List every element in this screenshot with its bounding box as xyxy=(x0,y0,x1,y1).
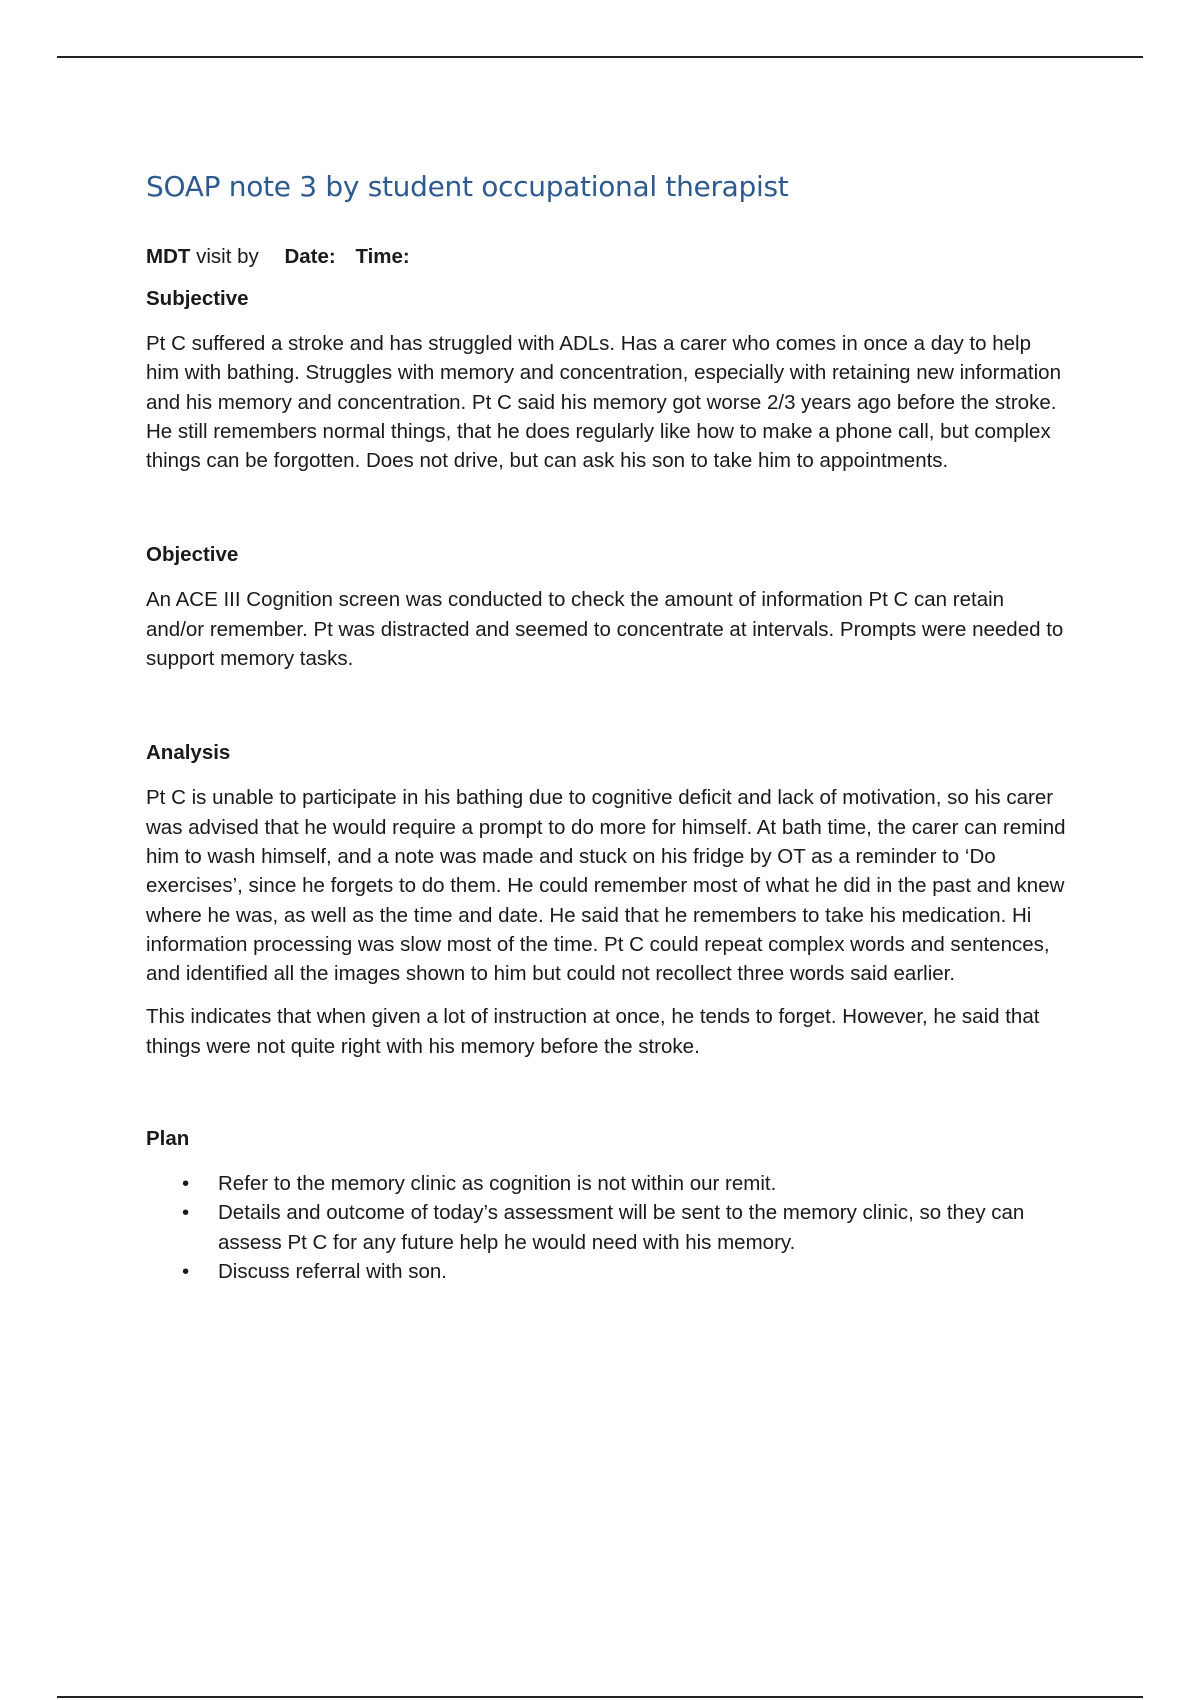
bullet-icon: • xyxy=(182,1201,190,1225)
bottom-rule xyxy=(57,1696,1143,1698)
plan-item xyxy=(146,1198,1066,1257)
mdt-label: MDT xyxy=(146,245,191,268)
subjective-section xyxy=(146,287,1066,475)
top-rule xyxy=(57,56,1143,58)
date-label: Date: xyxy=(284,245,336,268)
subjective-heading: Subjective xyxy=(146,287,249,310)
document-page xyxy=(146,170,1066,1286)
plan-item-text: Discuss referral with son. xyxy=(218,1259,447,1283)
plan-item xyxy=(146,1257,1066,1286)
document-title: SOAP note 3 by student occupational therapist xyxy=(146,170,789,203)
analysis-section xyxy=(146,741,1066,1061)
objective-section xyxy=(146,543,1066,673)
plan-heading: Plan xyxy=(146,1127,190,1151)
objective-heading: Objective xyxy=(146,543,239,567)
analysis-heading: Analysis xyxy=(146,741,231,765)
analysis-paragraph-2: This indicates that when given a lot of instruction at once, he tends to forget. However, he said that things were not quite right with his memory before the stroke. xyxy=(146,1005,1040,1058)
objective-text: An ACE III Cognition screen was conducted to check the amount of information Pt C can retain and/or remember. Pt was distracted and seemed to concentrate at intervals. Prompts were needed to support memory tasks. xyxy=(146,588,1064,671)
plan-item xyxy=(146,1169,1066,1198)
bullet-icon: • xyxy=(182,1172,190,1196)
subjective-text: Pt C suffered a stroke and has struggled with ADLs. Has a carer who comes in once a day to help him with bathing. Struggles with memory and concentration, especially with retaining new information and his memory and concentration. Pt C said his memory got worse 2/3 years ago before the stroke. He still remembers normal things, that he does regularly like how to make a phone call, but complex things can be forgotten. Does not drive, but can ask his son to take him to appointments. xyxy=(146,332,1061,473)
visit-line xyxy=(146,245,1066,269)
analysis-paragraph-1: Pt C is unable to participate in his bathing due to cognitive deficit and lack of motivation, so his carer was advised that he would require a prompt to do more for himself. At bath time, the carer can remind him to wash himself, and a note was made and stuck on his fridge by OT as a reminder to ‘Do exercises’, since he forgets to do them. He could remember most of what he did in the past and knew where he was, as well as the time and date. He said that he remembers to take his medication. Hi information processing was slow most of the time. Pt C could repeat complex words and sentences, and identified all the images shown to him but could not recollect three words said earlier. xyxy=(146,786,1066,986)
time-label: Time: xyxy=(355,245,410,268)
plan-item-text: Details and outcome of today’s assessment will be sent to the memory clinic, so they can assess Pt C for any future help he would need with his memory. xyxy=(218,1201,1025,1254)
visit-by-label: visit by xyxy=(196,245,259,268)
plan-section xyxy=(146,1127,1066,1286)
plan-list xyxy=(146,1169,1066,1286)
plan-item-text: Refer to the memory clinic as cognition is not within our remit. xyxy=(218,1172,777,1196)
bullet-icon: • xyxy=(182,1259,190,1283)
